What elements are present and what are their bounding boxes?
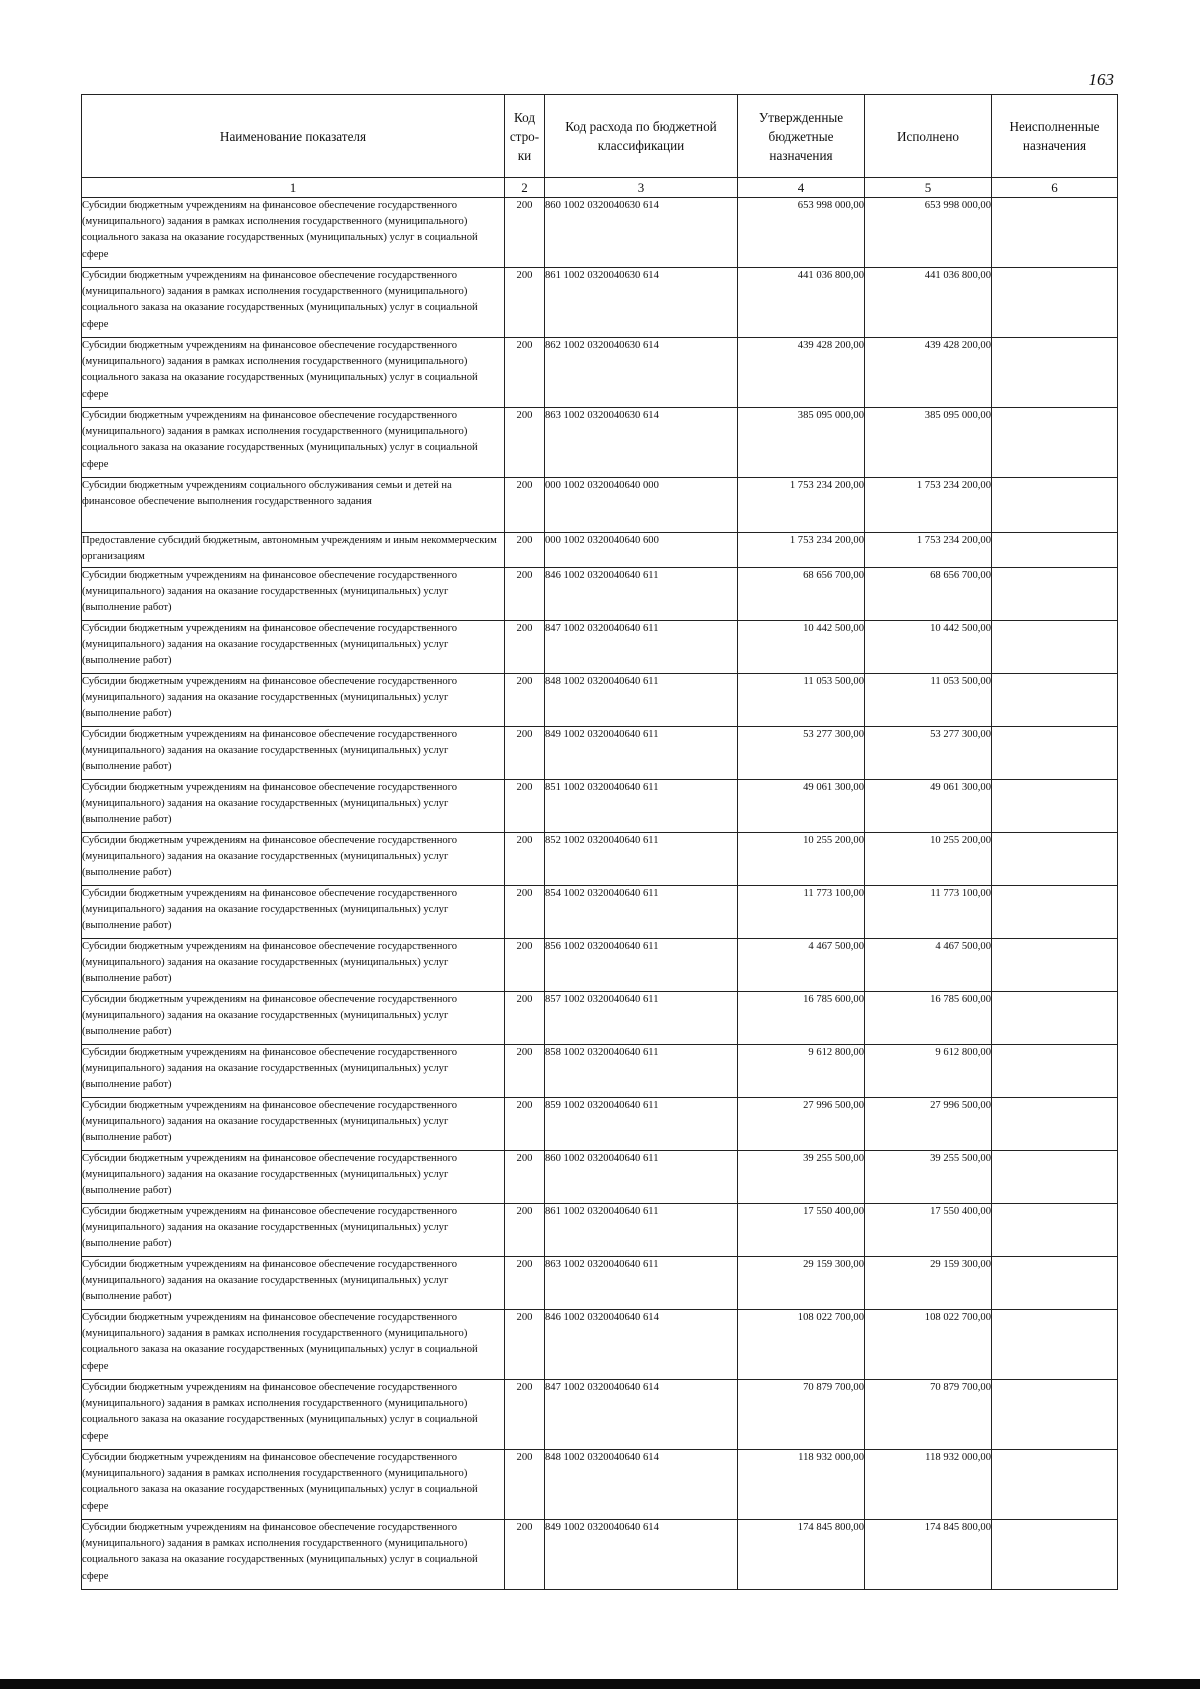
indicator-name-cell: Субсидии бюджетным учреждениям на финансовое обеспечение государственного (муниципального) задания на оказание государственных (муниципальных) услуг (выполнение работ) (82, 1257, 505, 1310)
expense-code-cell: 849 1002 0320040640 611 (545, 727, 738, 780)
header-row (82, 95, 1118, 178)
table-row (82, 1310, 1118, 1380)
column-number-row (82, 178, 1118, 198)
executed-cell: 11 053 500,00 (865, 674, 992, 727)
expense-code-cell: 847 1002 0320040640 614 (545, 1380, 738, 1450)
table-row (82, 1380, 1118, 1450)
line-code-cell: 200 (505, 992, 545, 1045)
line-code-cell: 200 (505, 939, 545, 992)
unexecuted-cell (992, 408, 1118, 478)
executed-cell: 441 036 800,00 (865, 268, 992, 338)
indicator-name-cell: Субсидии бюджетным учреждениям на финансовое обеспечение государственного (муниципального) задания на оказание государственных (муниципальных) услуг (выполнение работ) (82, 621, 505, 674)
header-approved: Утвержденные бюджетные назначения (738, 95, 865, 178)
unexecuted-cell (992, 674, 1118, 727)
unexecuted-cell (992, 1310, 1118, 1380)
approved-cell: 11 053 500,00 (738, 674, 865, 727)
indicator-name-cell: Субсидии бюджетным учреждениям на финансовое обеспечение государственного (муниципального) задания в рамках исполнения государственного (муниципального) социального заказа на оказание государственных (муниципальных) услуг в социальной сфере (82, 198, 505, 268)
table-row (82, 268, 1118, 338)
expense-code-cell: 848 1002 0320040640 611 (545, 674, 738, 727)
expense-code-cell: 852 1002 0320040640 611 (545, 833, 738, 886)
line-code-cell: 200 (505, 1520, 545, 1590)
indicator-name-cell: Субсидии бюджетным учреждениям на финансовое обеспечение государственного (муниципального) задания в рамках исполнения государственного (муниципального) социального заказа на оказание государственных (муниципальных) услуг в социальной сфере (82, 1450, 505, 1520)
expense-code-cell: 846 1002 0320040640 614 (545, 1310, 738, 1380)
indicator-name-cell: Субсидии бюджетным учреждениям на финансовое обеспечение государственного (муниципального) задания на оказание государственных (муниципальных) услуг (выполнение работ) (82, 1204, 505, 1257)
table-row (82, 886, 1118, 939)
line-code-cell: 200 (505, 621, 545, 674)
executed-cell: 1 753 234 200,00 (865, 478, 992, 533)
indicator-name-cell: Субсидии бюджетным учреждениям на финансовое обеспечение государственного (муниципального) задания в рамках исполнения государственного (муниципального) социального заказа на оказание государственных (муниципальных) услуг в социальной сфере (82, 1520, 505, 1590)
line-code-cell: 200 (505, 1204, 545, 1257)
unexecuted-cell (992, 1204, 1118, 1257)
approved-cell: 68 656 700,00 (738, 568, 865, 621)
table-row (82, 533, 1118, 568)
expense-code-cell: 849 1002 0320040640 614 (545, 1520, 738, 1590)
line-code-cell: 200 (505, 198, 545, 268)
executed-cell: 68 656 700,00 (865, 568, 992, 621)
approved-cell: 653 998 000,00 (738, 198, 865, 268)
unexecuted-cell (992, 992, 1118, 1045)
line-code-cell: 200 (505, 1310, 545, 1380)
indicator-name-cell: Субсидии бюджетным учреждениям на финансовое обеспечение государственного (муниципального) задания в рамках исполнения государственного (муниципального) социального заказа на оказание государственных (муниципальных) услуг в социальной сфере (82, 1380, 505, 1450)
header-indicator-name: Наименование показателя (82, 95, 505, 178)
indicator-name-cell: Предоставление субсидий бюджетным, автономным учреждениям и иным некоммерческим организациям (82, 533, 505, 568)
line-code-cell: 200 (505, 1045, 545, 1098)
expense-code-cell: 848 1002 0320040640 614 (545, 1450, 738, 1520)
unexecuted-cell (992, 886, 1118, 939)
header-executed: Исполнено (865, 95, 992, 178)
table-row (82, 674, 1118, 727)
indicator-name-cell: Субсидии бюджетным учреждениям на финансовое обеспечение государственного (муниципального) задания на оказание государственных (муниципальных) услуг (выполнение работ) (82, 674, 505, 727)
unexecuted-cell (992, 568, 1118, 621)
column-number: 4 (738, 178, 865, 198)
expense-code-cell: 863 1002 0320040640 611 (545, 1257, 738, 1310)
executed-cell: 70 879 700,00 (865, 1380, 992, 1450)
table-row (82, 833, 1118, 886)
indicator-name-cell: Субсидии бюджетным учреждениям на финансовое обеспечение государственного (муниципального) задания в рамках исполнения государственного (муниципального) социального заказа на оказание государственных (муниципальных) услуг в социальной сфере (82, 268, 505, 338)
unexecuted-cell (992, 268, 1118, 338)
approved-cell: 70 879 700,00 (738, 1380, 865, 1450)
executed-cell: 10 442 500,00 (865, 621, 992, 674)
table-row (82, 1098, 1118, 1151)
line-code-cell: 200 (505, 1380, 545, 1450)
indicator-name-cell: Субсидии бюджетным учреждениям на финансовое обеспечение государственного (муниципального) задания на оказание государственных (муниципальных) услуг (выполнение работ) (82, 568, 505, 621)
expense-code-cell: 861 1002 0320040630 614 (545, 268, 738, 338)
expense-code-cell: 846 1002 0320040640 611 (545, 568, 738, 621)
unexecuted-cell (992, 1450, 1118, 1520)
column-number: 2 (505, 178, 545, 198)
line-code-cell: 200 (505, 1151, 545, 1204)
unexecuted-cell (992, 939, 1118, 992)
column-number: 5 (865, 178, 992, 198)
approved-cell: 16 785 600,00 (738, 992, 865, 1045)
expense-code-cell: 851 1002 0320040640 611 (545, 780, 738, 833)
approved-cell: 118 932 000,00 (738, 1450, 865, 1520)
expense-code-cell: 861 1002 0320040640 611 (545, 1204, 738, 1257)
expense-code-cell: 860 1002 0320040640 611 (545, 1151, 738, 1204)
indicator-name-cell: Субсидии бюджетным учреждениям на финансовое обеспечение государственного (муниципального) задания на оказание государственных (муниципальных) услуг (выполнение работ) (82, 780, 505, 833)
budget-execution-table (81, 94, 1118, 1590)
executed-cell: 39 255 500,00 (865, 1151, 992, 1204)
table-row (82, 1257, 1118, 1310)
executed-cell: 653 998 000,00 (865, 198, 992, 268)
table-row (82, 992, 1118, 1045)
expense-code-cell: 858 1002 0320040640 611 (545, 1045, 738, 1098)
executed-cell: 118 932 000,00 (865, 1450, 992, 1520)
unexecuted-cell (992, 1151, 1118, 1204)
table-row (82, 478, 1118, 533)
executed-cell: 108 022 700,00 (865, 1310, 992, 1380)
executed-cell: 53 277 300,00 (865, 727, 992, 780)
executed-cell: 29 159 300,00 (865, 1257, 992, 1310)
line-code-cell: 200 (505, 674, 545, 727)
unexecuted-cell (992, 478, 1118, 533)
approved-cell: 439 428 200,00 (738, 338, 865, 408)
table-row (82, 338, 1118, 408)
line-code-cell: 200 (505, 1257, 545, 1310)
approved-cell: 10 442 500,00 (738, 621, 865, 674)
expense-code-cell: 860 1002 0320040630 614 (545, 198, 738, 268)
expense-code-cell: 856 1002 0320040640 611 (545, 939, 738, 992)
indicator-name-cell: Субсидии бюджетным учреждениям на финансовое обеспечение государственного (муниципального) задания на оказание государственных (муниципальных) услуг (выполнение работ) (82, 992, 505, 1045)
indicator-name-cell: Субсидии бюджетным учреждениям на финансовое обеспечение государственного (муниципального) задания на оказание государственных (муниципальных) услуг (выполнение работ) (82, 1151, 505, 1204)
unexecuted-cell (992, 1380, 1118, 1450)
approved-cell: 1 753 234 200,00 (738, 478, 865, 533)
line-code-cell: 200 (505, 533, 545, 568)
approved-cell: 53 277 300,00 (738, 727, 865, 780)
expense-code-cell: 847 1002 0320040640 611 (545, 621, 738, 674)
column-number: 3 (545, 178, 738, 198)
executed-cell: 27 996 500,00 (865, 1098, 992, 1151)
table-body (82, 198, 1118, 1590)
page-number: 163 (1088, 70, 1114, 89)
executed-cell: 4 467 500,00 (865, 939, 992, 992)
table-row (82, 1045, 1118, 1098)
indicator-name-cell: Субсидии бюджетным учреждениям социального обслуживания семьи и детей на финансовое обеспечение выполнения государственного задания (82, 478, 505, 533)
table-row (82, 1151, 1118, 1204)
table-row (82, 1450, 1118, 1520)
unexecuted-cell (992, 621, 1118, 674)
approved-cell: 27 996 500,00 (738, 1098, 865, 1151)
line-code-cell: 200 (505, 833, 545, 886)
executed-cell: 49 061 300,00 (865, 780, 992, 833)
line-code-cell: 200 (505, 338, 545, 408)
unexecuted-cell (992, 833, 1118, 886)
line-code-cell: 200 (505, 780, 545, 833)
indicator-name-cell: Субсидии бюджетным учреждениям на финансовое обеспечение государственного (муниципального) задания на оказание государственных (муниципальных) услуг (выполнение работ) (82, 833, 505, 886)
approved-cell: 10 255 200,00 (738, 833, 865, 886)
unexecuted-cell (992, 338, 1118, 408)
expense-code-cell: 000 1002 0320040640 000 (545, 478, 738, 533)
executed-cell: 9 612 800,00 (865, 1045, 992, 1098)
table-row (82, 621, 1118, 674)
line-code-cell: 200 (505, 478, 545, 533)
unexecuted-cell (992, 1520, 1118, 1590)
executed-cell: 10 255 200,00 (865, 833, 992, 886)
expense-code-cell: 854 1002 0320040640 611 (545, 886, 738, 939)
table-row (82, 727, 1118, 780)
approved-cell: 39 255 500,00 (738, 1151, 865, 1204)
line-code-cell: 200 (505, 568, 545, 621)
line-code-cell: 200 (505, 268, 545, 338)
approved-cell: 4 467 500,00 (738, 939, 865, 992)
executed-cell: 439 428 200,00 (865, 338, 992, 408)
table-row (82, 939, 1118, 992)
unexecuted-cell (992, 780, 1118, 833)
approved-cell: 441 036 800,00 (738, 268, 865, 338)
header-expense-code: Код расхода по бюджетной классификации (545, 95, 738, 178)
table-header (82, 95, 1118, 198)
line-code-cell: 200 (505, 1098, 545, 1151)
approved-cell: 174 845 800,00 (738, 1520, 865, 1590)
table-row (82, 198, 1118, 268)
indicator-name-cell: Субсидии бюджетным учреждениям на финансовое обеспечение государственного (муниципального) задания в рамках исполнения государственного (муниципального) социального заказа на оказание государственных (муниципальных) услуг в социальной сфере (82, 338, 505, 408)
expense-code-cell: 863 1002 0320040630 614 (545, 408, 738, 478)
executed-cell: 385 095 000,00 (865, 408, 992, 478)
table-row (82, 1204, 1118, 1257)
executed-cell: 17 550 400,00 (865, 1204, 992, 1257)
indicator-name-cell: Субсидии бюджетным учреждениям на финансовое обеспечение государственного (муниципального) задания на оказание государственных (муниципальных) услуг (выполнение работ) (82, 1098, 505, 1151)
indicator-name-cell: Субсидии бюджетным учреждениям на финансовое обеспечение государственного (муниципального) задания в рамках исполнения государственного (муниципального) социального заказа на оказание государственных (муниципальных) услуг в социальной сфере (82, 408, 505, 478)
unexecuted-cell (992, 1257, 1118, 1310)
approved-cell: 1 753 234 200,00 (738, 533, 865, 568)
unexecuted-cell (992, 198, 1118, 268)
unexecuted-cell (992, 1098, 1118, 1151)
column-number: 6 (992, 178, 1118, 198)
approved-cell: 385 095 000,00 (738, 408, 865, 478)
executed-cell: 16 785 600,00 (865, 992, 992, 1045)
indicator-name-cell: Субсидии бюджетным учреждениям на финансовое обеспечение государственного (муниципального) задания на оказание государственных (муниципальных) услуг (выполнение работ) (82, 939, 505, 992)
header-line-code: Код стро-ки (505, 95, 545, 178)
executed-cell: 174 845 800,00 (865, 1520, 992, 1590)
expense-code-cell: 857 1002 0320040640 611 (545, 992, 738, 1045)
indicator-name-cell: Субсидии бюджетным учреждениям на финансовое обеспечение государственного (муниципального) задания на оказание государственных (муниципальных) услуг (выполнение работ) (82, 727, 505, 780)
unexecuted-cell (992, 727, 1118, 780)
table-row (82, 568, 1118, 621)
table-row (82, 1520, 1118, 1590)
line-code-cell: 200 (505, 886, 545, 939)
approved-cell: 17 550 400,00 (738, 1204, 865, 1257)
table-row (82, 780, 1118, 833)
approved-cell: 49 061 300,00 (738, 780, 865, 833)
unexecuted-cell (992, 533, 1118, 568)
expense-code-cell: 000 1002 0320040640 600 (545, 533, 738, 568)
approved-cell: 11 773 100,00 (738, 886, 865, 939)
executed-cell: 1 753 234 200,00 (865, 533, 992, 568)
indicator-name-cell: Субсидии бюджетным учреждениям на финансовое обеспечение государственного (муниципального) задания на оказание государственных (муниципальных) услуг (выполнение работ) (82, 1045, 505, 1098)
indicator-name-cell: Субсидии бюджетным учреждениям на финансовое обеспечение государственного (муниципального) задания в рамках исполнения государственного (муниципального) социального заказа на оказание государственных (муниципальных) услуг в социальной сфере (82, 1310, 505, 1380)
table-row (82, 408, 1118, 478)
approved-cell: 108 022 700,00 (738, 1310, 865, 1380)
expense-code-cell: 862 1002 0320040630 614 (545, 338, 738, 408)
line-code-cell: 200 (505, 727, 545, 780)
column-number: 1 (82, 178, 505, 198)
approved-cell: 29 159 300,00 (738, 1257, 865, 1310)
indicator-name-cell: Субсидии бюджетным учреждениям на финансовое обеспечение государственного (муниципального) задания на оказание государственных (муниципальных) услуг (выполнение работ) (82, 886, 505, 939)
line-code-cell: 200 (505, 408, 545, 478)
scan-edge-bar (0, 1679, 1200, 1689)
expense-code-cell: 859 1002 0320040640 611 (545, 1098, 738, 1151)
line-code-cell: 200 (505, 1450, 545, 1520)
executed-cell: 11 773 100,00 (865, 886, 992, 939)
approved-cell: 9 612 800,00 (738, 1045, 865, 1098)
unexecuted-cell (992, 1045, 1118, 1098)
header-unexecuted: Неисполненные назначения (992, 95, 1118, 178)
